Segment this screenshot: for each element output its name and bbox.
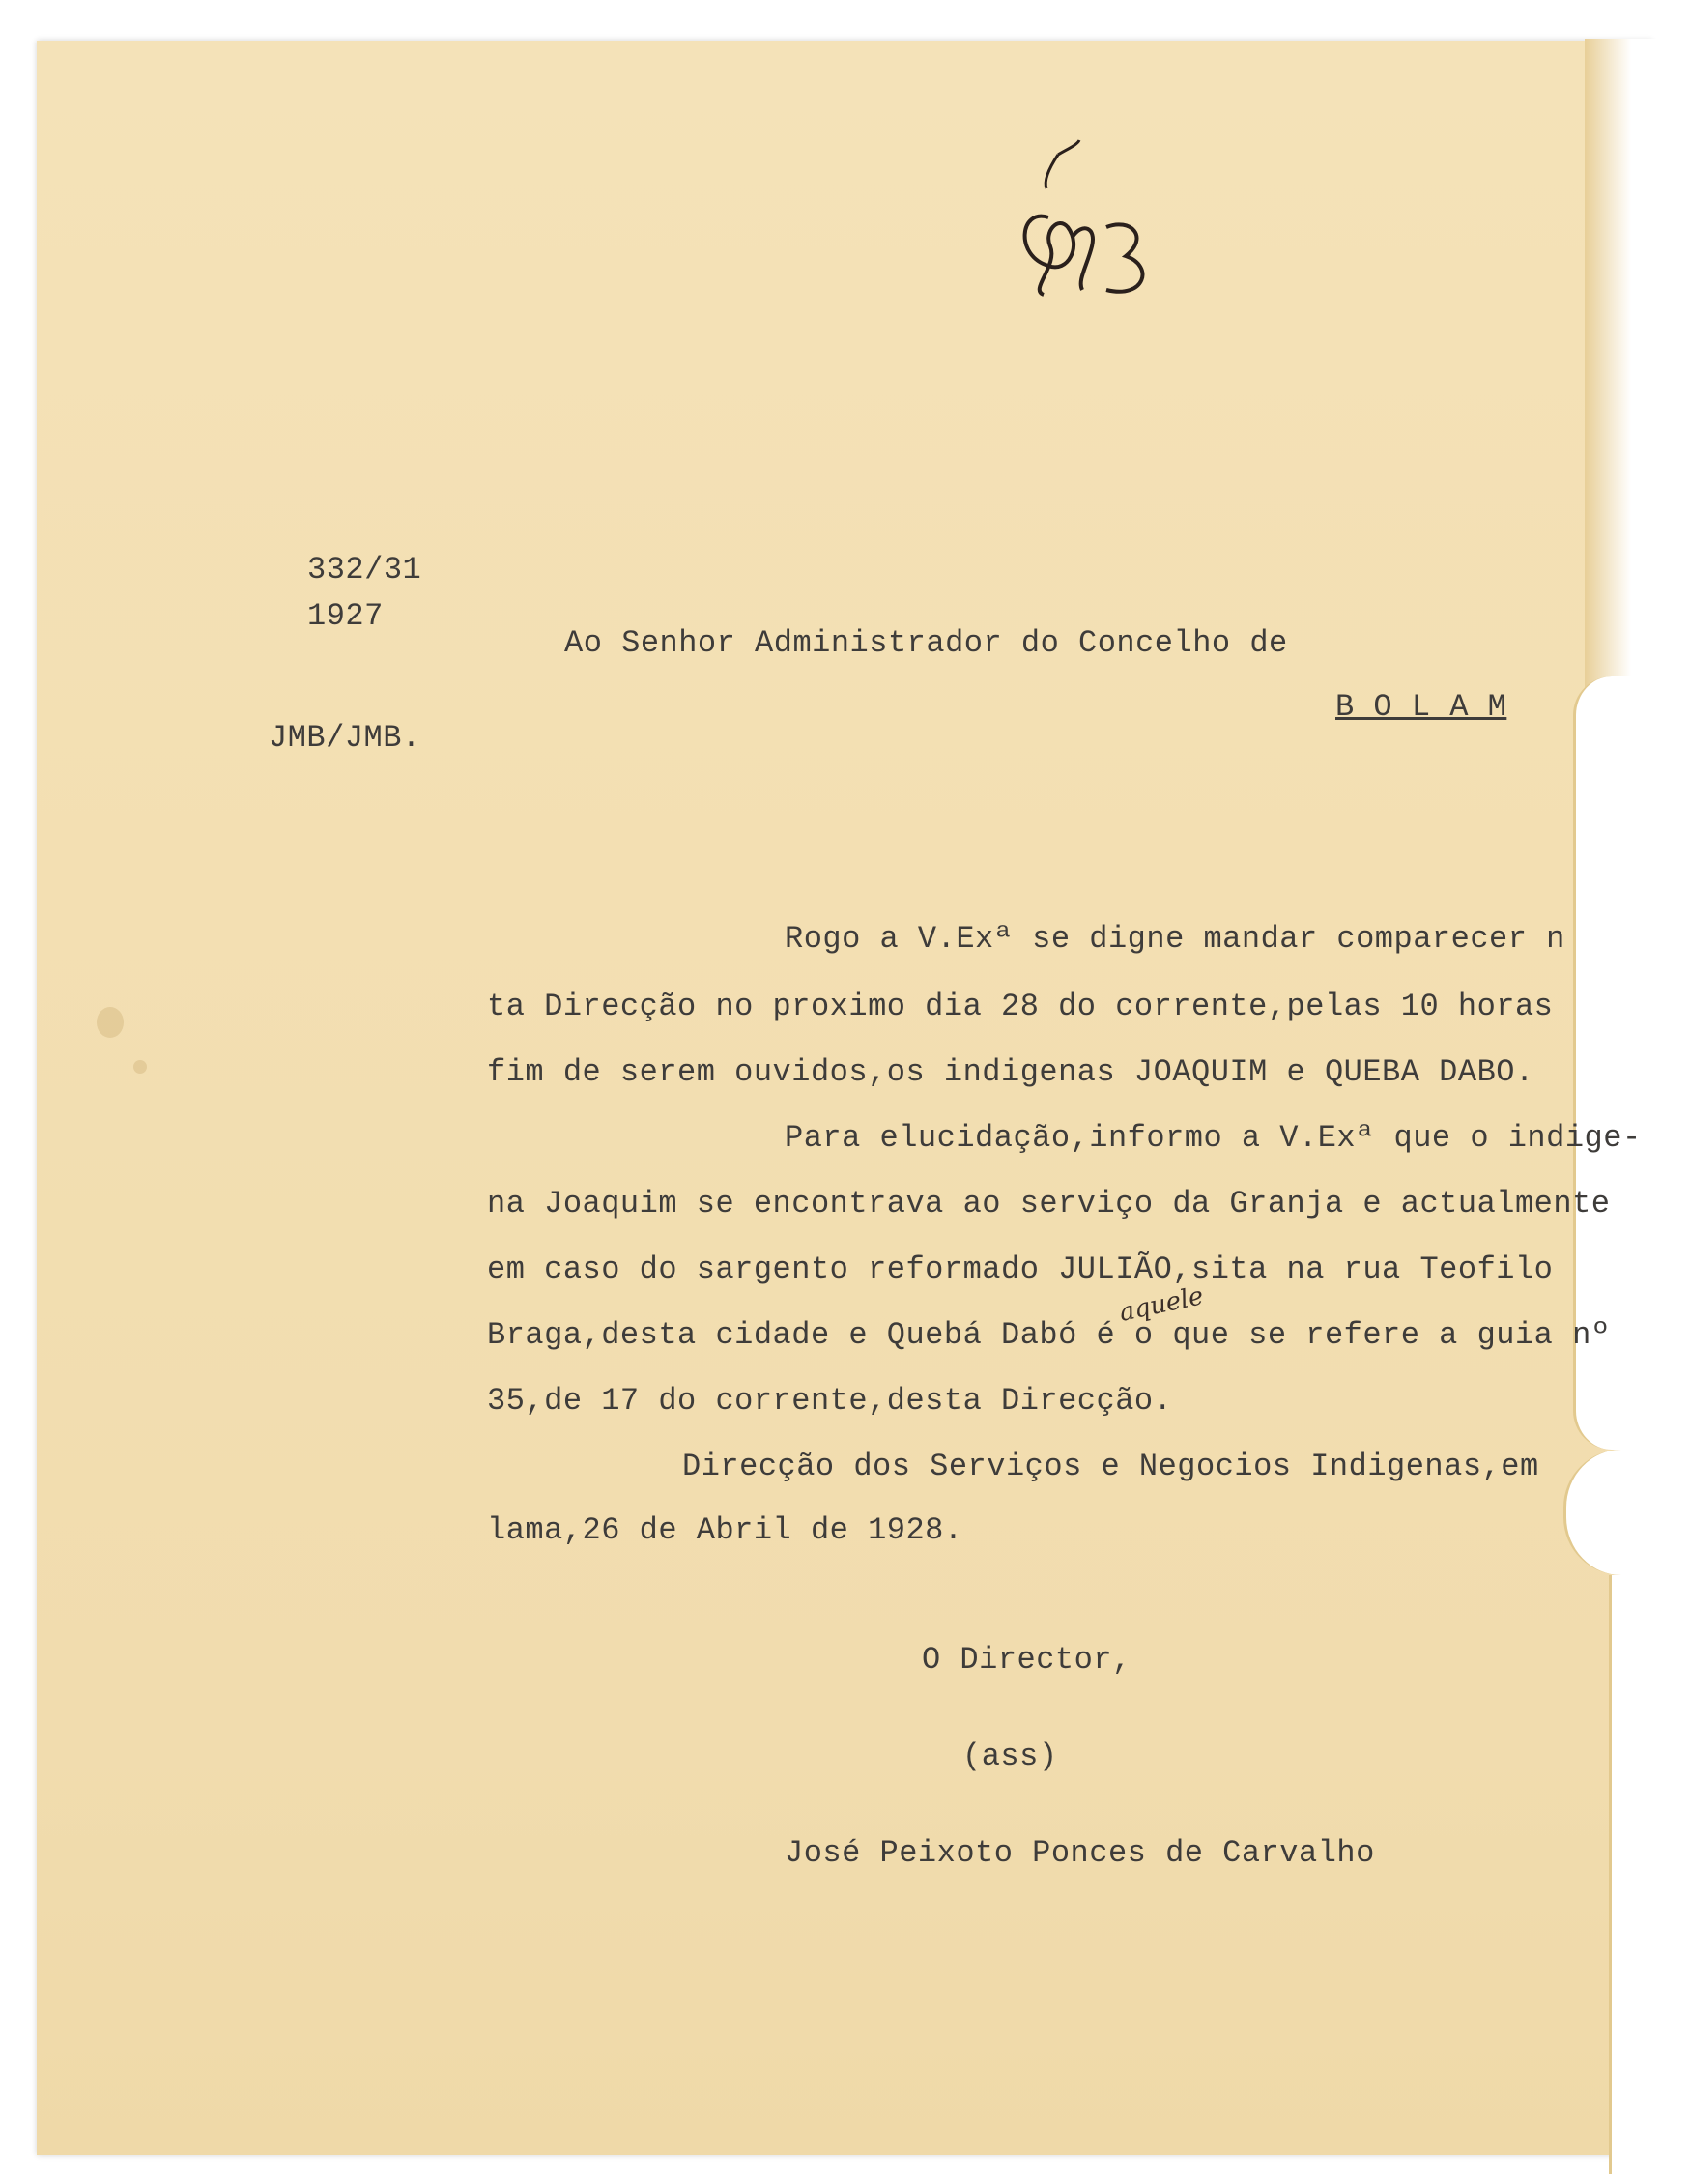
body-line: lama,26 de Abril de 1928. bbox=[487, 1512, 963, 1548]
paper-stain bbox=[133, 1060, 147, 1074]
torn-edge bbox=[1609, 1575, 1690, 2174]
signatory-name: José Peixoto Ponces de Carvalho bbox=[785, 1835, 1375, 1871]
reference-number: 332/31 bbox=[307, 552, 422, 588]
body-line: na Joaquim se encontrava ao serviço da Granja e actualmente bbox=[487, 1186, 1611, 1221]
signed-marker: (ass) bbox=[962, 1739, 1058, 1774]
typist-initials: JMB/JMB. bbox=[269, 720, 421, 756]
handwritten-initials-mark bbox=[990, 111, 1164, 304]
handwritten-correction: aquele bbox=[1116, 1281, 1207, 1328]
torn-edge bbox=[1563, 1450, 1682, 1575]
body-line: ta Direcção no proximo dia 28 do corrente,pelas 10 horas bbox=[487, 989, 1554, 1024]
torn-edge bbox=[1585, 39, 1690, 715]
addressee-place: B O L A M bbox=[1335, 689, 1507, 725]
body-line: Braga,desta cidade e Quebá Dabó é o que se refere a guia nº bbox=[487, 1317, 1611, 1353]
body-line: Direcção dos Serviços e Negocios Indigenas,em bbox=[682, 1449, 1539, 1484]
paper-stain bbox=[97, 1007, 124, 1038]
addressee-line: Ao Senhor Administrador do Concelho de bbox=[564, 625, 1288, 661]
reference-year: 1927 bbox=[307, 598, 384, 634]
body-line: Para elucidação,informo a V.Exª que o indige- bbox=[785, 1120, 1642, 1156]
body-line: 35,de 17 do corrente,desta Direcção. bbox=[487, 1383, 1173, 1419]
closing-title: O Director, bbox=[922, 1642, 1131, 1678]
body-line: em caso do sargento reformado JULIÃO,sita na rua Teofilo bbox=[487, 1251, 1554, 1287]
body-line: Rogo a V.Exª se digne mandar comparecer n bbox=[785, 921, 1565, 957]
body-line: fim de serem ouvidos,os indigenas JOAQUIM e QUEBA DABO. bbox=[487, 1054, 1534, 1090]
